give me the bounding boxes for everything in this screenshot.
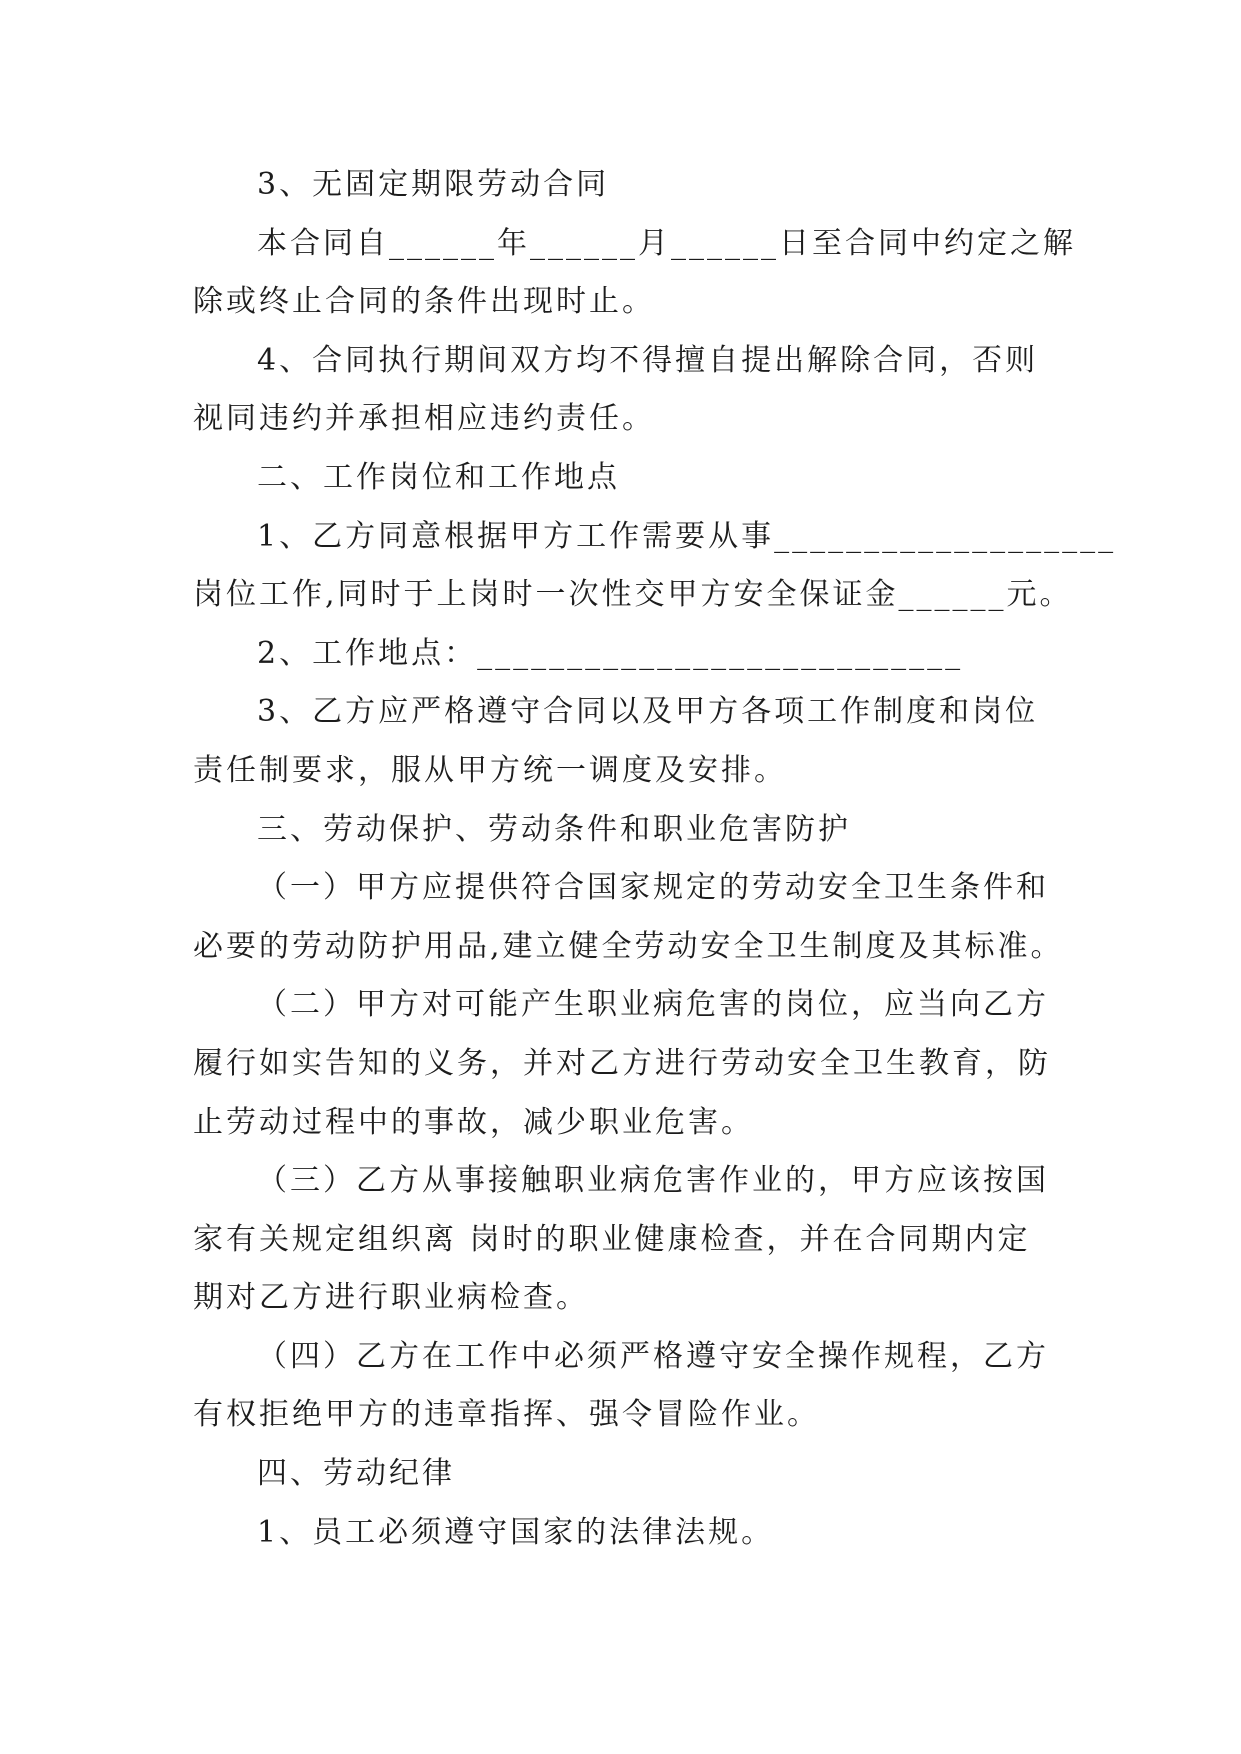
text-line: 家有关规定组织离 岗时的职业健康检查，并在合同期内定: [193, 1221, 1031, 1257]
text-line: （二）甲方对可能产生职业病危害的岗位，应当向乙方: [257, 987, 1049, 1023]
section-heading: 二、工作岗位和工作地点: [257, 459, 620, 495]
text-line: 本合同自______年______月______日至合同中约定之解: [257, 225, 1076, 261]
text-line: （三）乙方从事接触职业病危害作业的，甲方应该按国: [257, 1163, 1049, 1199]
text-line: 必要的劳动防护用品,建立健全劳动安全卫生制度及其标准。: [193, 928, 1064, 964]
text-line: 有权拒绝甲方的违章指挥、强令冒险作业。: [193, 1397, 820, 1433]
text-line: 责任制要求，服从甲方统一调度及安排。: [193, 752, 787, 788]
text-line: （四）乙方在工作中必须严格遵守安全操作规程，乙方: [257, 1338, 1049, 1374]
text-line: 除或终止合同的条件出现时止。: [193, 284, 655, 320]
text-line: 视同违约并承担相应违约责任。: [193, 401, 655, 437]
text-line: 4、合同执行期间双方均不得擅自提出解除合同，否则: [257, 342, 1039, 378]
section-heading: 四、劳动纪律: [257, 1456, 455, 1492]
text-line: 止劳动过程中的事故，减少职业危害。: [193, 1104, 754, 1140]
text-line: 岗位工作,同时于上岗时一次性交甲方安全保证金______元。: [193, 577, 1073, 613]
section-heading: 三、劳动保护、劳动条件和职业危害防护: [257, 811, 851, 847]
text-line: （一）甲方应提供符合国家规定的劳动安全卫生条件和: [257, 870, 1049, 906]
text-line: 3、无固定期限劳动合同: [257, 167, 610, 202]
text-line: 1、员工必须遵守国家的法律法规。: [257, 1514, 775, 1550]
text-line: 期对乙方进行职业病检查。: [193, 1280, 589, 1316]
text-line: 1、乙方同意根据甲方工作需要从事___________________: [257, 518, 1117, 554]
contract-text-block: [193, 156, 1117, 1562]
text-line: 履行如实告知的义务，并对乙方进行劳动安全卫生教育，防: [193, 1045, 1051, 1081]
text-line: 2、工作地点：___________________________: [257, 635, 964, 671]
text-line: 3、乙方应严格遵守合同以及甲方各项工作制度和岗位: [257, 694, 1039, 730]
